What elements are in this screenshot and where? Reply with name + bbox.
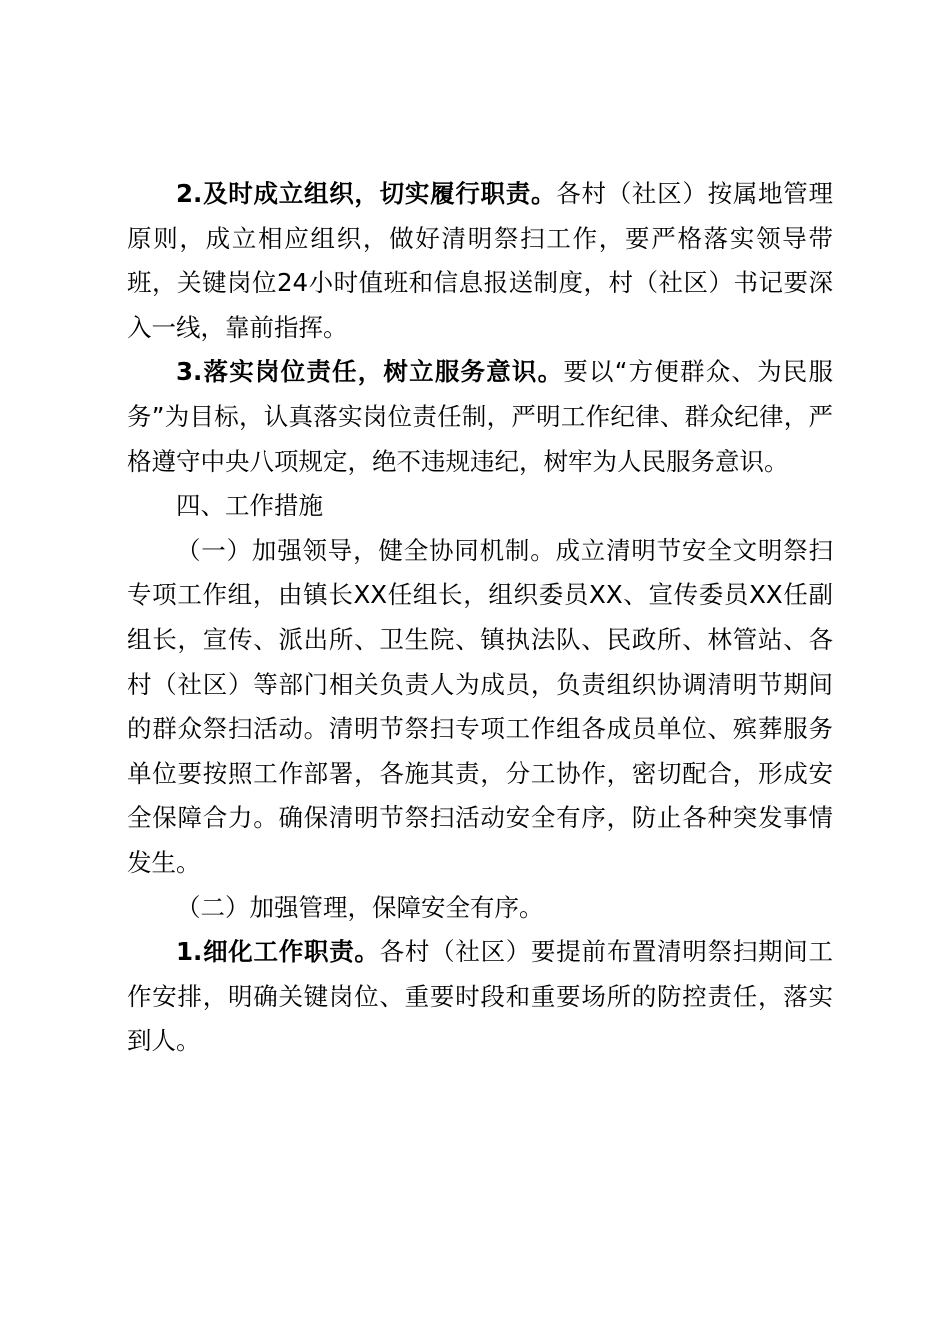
paragraph-lead-heading: 2.及时成立组织，切实履行职责。 [176,179,557,208]
paragraph-body-text: 各村（社区）要提前布置清明祭扫期间工作安排，明确关键岗位、重要时段和重要场所的防控责任，落实到人。 [127,937,834,1056]
paragraph-lead-heading: 3.落实岗位责任，树立服务意识。 [176,357,564,387]
paragraph-post-responsibility [127,350,833,484]
paragraph-body-text: （一）加强领导，健全协同机制。成立清明节安全文明祭扫专项工作组，由镇长XX任组长，组织委员XX、宣传委员XX任副组长，宣传、派出所、卫生院、镇执法队、民政所、林管站、各村（社区）等部门相关负责人为成员，负责组织协调清明节期间的群众祭扫活动。清明节祭扫专项工作组各成员单位、殡葬服务单位要按照工作部署，各施其责，分工协作，密切配合，形成安全保障合力。确保清明节祭扫活动安全有序，防止各种突发事情发生。 [127,535,833,877]
paragraph-strengthen-leadership [127,529,833,886]
paragraph-body-text: （二）加强管理，保障安全有序。 [176,892,544,922]
paragraph-body-text: 要以“方便群众、为民服务”为目标，认真落实岗位责任制，严明工作纪律、群众纪律，严格遵守中央八项规定，绝不违规违纪，树牢为人民服务意识。 [127,357,833,476]
paragraph-refine-duties [127,930,833,1064]
paragraph-lead-heading: 1.细化工作职责。 [176,937,380,967]
paragraph-body-text: 各村（社区）按属地管理原则，成立相应组织，做好清明祭扫工作，要严格落实领导带班，关键岗位24小时值班和信息报送制度，村（社区）书记要深入一线，靠前指挥。 [127,179,834,342]
document-body [127,172,833,1064]
section-heading-work-measures [127,484,833,529]
paragraph-strengthen-management [127,886,833,931]
paragraph-establish-organization [127,172,833,350]
section-heading-text: 四、工作措施 [176,491,323,521]
